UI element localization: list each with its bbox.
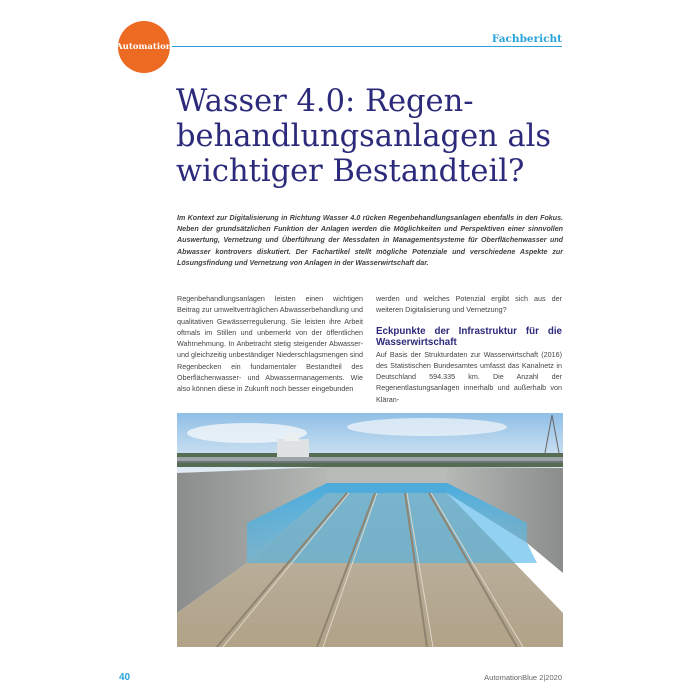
- publication-footer: AutomationBlue 2|2020: [484, 673, 562, 682]
- article-lead: Im Kontext zur Digitalisierung in Richtung Wasser 4.0 rücken Regenbehandlungsanlagen ebenfalls in den Fokus. Neben der grundsätzlichen Funktion der Anlagen werden die Möglichkeiten und Perspektiven einer sinnvollen Auswertung, Vernetzung und Überführung der Messdaten in Managementsysteme für Oberflächenwasser und Abwasser kontrovers diskutiert. Der Fachartikel stellt mögliche Potenziale und verschiedene Aspekte zur Lösungsfindung und Vernetzung von Anlagen in der Wasserwirtschaft dar.: [177, 214, 563, 267]
- badge-label: Automation: [116, 42, 172, 52]
- article-title: Wasser 4.0: Regenbehandlungsanlagen als wichtiger Bestandteil?: [176, 84, 552, 189]
- column-2-intro: werden und welches Potenzial ergibt sich aus der weiteren Digitalisierung und Vernetzung?: [376, 294, 562, 315]
- section-badge: [118, 21, 170, 73]
- subheading: Eckpunkte der Infrastruktur für die Wasserwirtschaft: [376, 325, 562, 349]
- column-2-body: Auf Basis der Strukturdaten zur Wasserwirtschaft (2016) des Statistischen Bundesamtes umfasst das Kanalnetz in Deutschland 594.335 km. Die Anzahl der Regenentlastungsanlagen innerhalb und außerhalb von Kläran-: [376, 349, 562, 404]
- header-rule: [172, 46, 562, 47]
- storm-water-basin-photo: [177, 413, 563, 647]
- page-number: 40: [119, 672, 131, 683]
- body-column-1: Regenbehandlungsanlagen leisten einen wichtigen Beitrag zur umweltverträglichen Abwasserbehandlung und qualitativen Gewässerregulierung. Sie leisten ihre Arbeit oftmals im Stillen und unbemerkt von der öffentlichen Wahrnehmung. In Anbetracht stetig steigender Abwasser- und gleichzeitig unbeständiger Niederschlagsmengen sind Regenbecken ein fundamentaler Bestandteil des Oberflächenwasser- und Abwassermanagements. Wie also können diese in Zukunft noch besser eingebunden: [177, 294, 363, 394]
- section-label: Fachbericht: [491, 33, 562, 45]
- body-column-2: [376, 293, 562, 405]
